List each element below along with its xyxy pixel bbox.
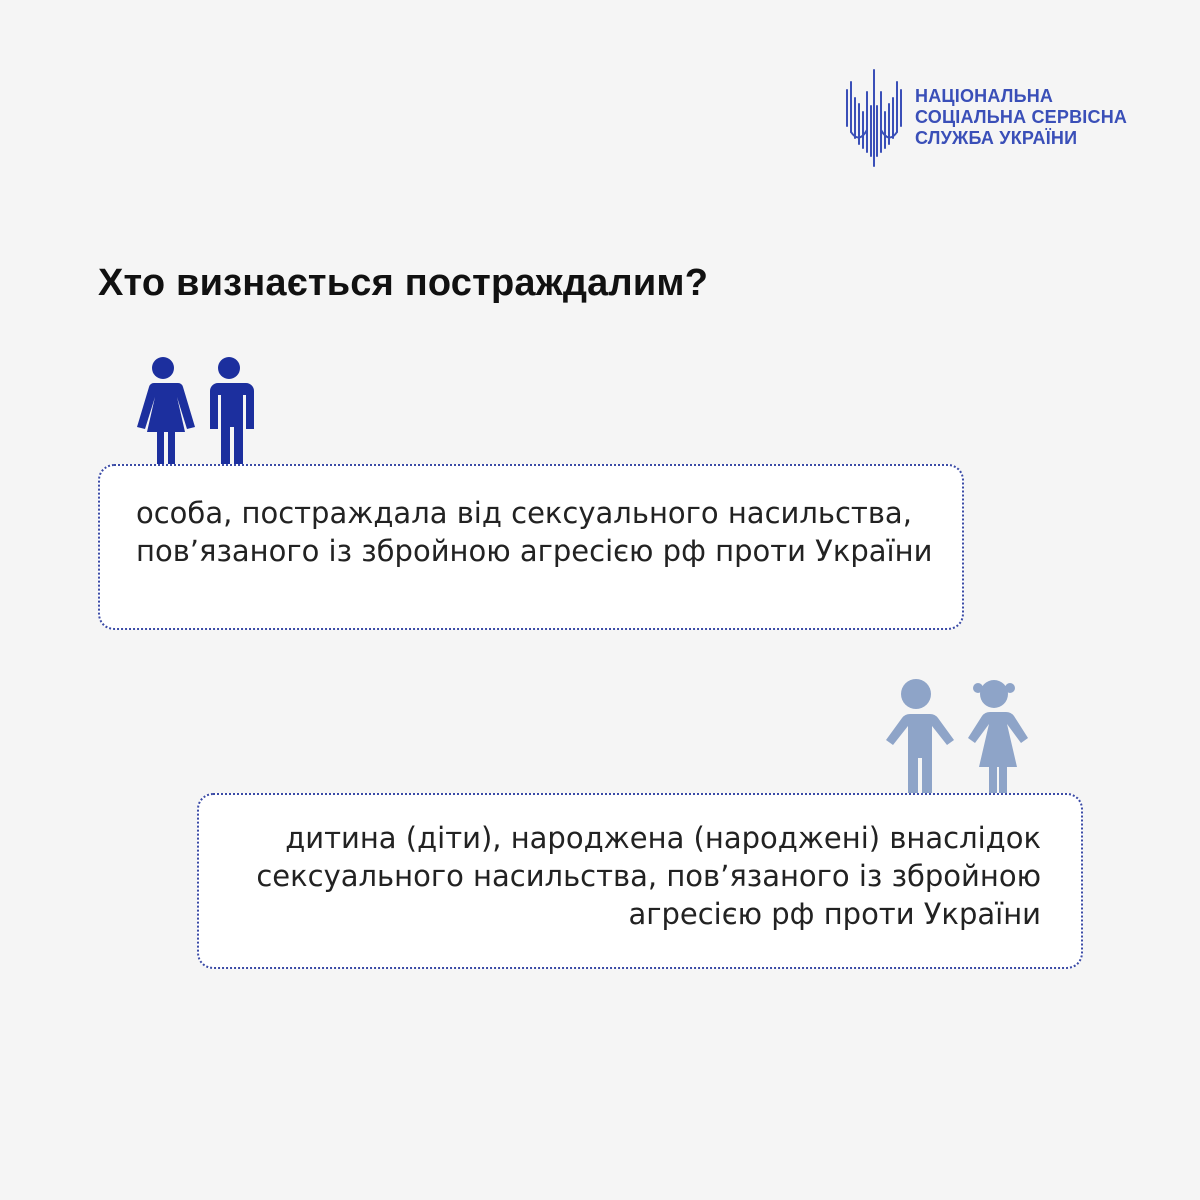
woman-icon: [137, 357, 195, 465]
logo-line-2: СОЦІАЛЬНА СЕРВІСНА: [915, 107, 1128, 127]
boy-icon: [886, 679, 954, 794]
logo: [843, 68, 1127, 168]
criterion-card-adult: [98, 464, 964, 630]
logo-text: [915, 86, 1127, 149]
logo-line-3: СЛУЖБА УКРАЇНИ: [915, 128, 1078, 148]
children-icon-group: [872, 678, 1036, 794]
criterion-text-child: дитина (діти), народжена (народжені) внаслідок сексуального насильства, пов’язаного із збройною агресією рф проти України: [256, 821, 1041, 931]
page-title: Хто визнається постраждалим?: [98, 262, 709, 304]
man-icon: [210, 357, 254, 465]
girl-icon: [968, 680, 1028, 794]
adults-icon-group: [132, 357, 267, 465]
criterion-text-adult: особа, постраждала від сексуального насильства, пов’язаного із збройною агресією рф проти України: [136, 496, 933, 568]
trident-emblem-icon: [843, 68, 905, 168]
logo-line-1: НАЦІОНАЛЬНА: [915, 86, 1054, 106]
criterion-card-child: [197, 793, 1083, 969]
